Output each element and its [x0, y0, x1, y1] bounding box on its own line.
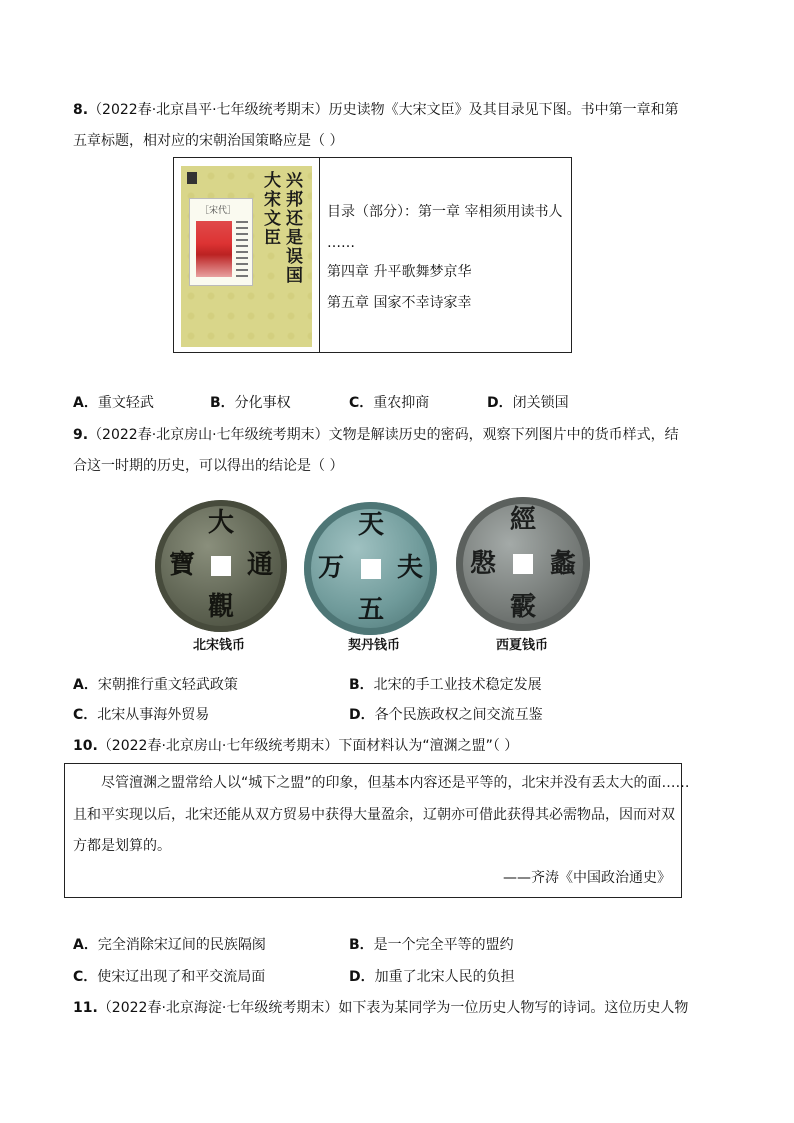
q10-number: 10. [73, 738, 98, 754]
northern-song-coin-image: 大 通 觀 寶 [155, 500, 287, 632]
q8-option-b[interactable]: B．分化事权 [210, 395, 291, 411]
q9-option-c[interactable]: C．北宋从事海外贸易 [73, 707, 210, 723]
q8-number: 8. [73, 102, 89, 118]
toc-line-4: 第五章 国家不幸诗家幸 [327, 295, 472, 311]
quote-line-3: 方都是划算的。 [73, 838, 171, 854]
q10-text: （2022春·北京房山·七年级统考期末）下面材料认为“澶渊之盟”（ ） [97, 738, 519, 754]
q11-line1 [73, 998, 688, 1018]
quote-line-2: 且和平实现以后，北宋还能从双方贸易中获得大量盈余，辽朝亦可借此获得其必需物品，因而对双 [73, 807, 675, 823]
toc-line-3: 第四章 升平歌舞梦京华 [327, 264, 472, 280]
q9-text: （2022春·北京房山·七年级统考期末）文物是解读历史的密码，观察下列图片中的货币样式，结 [88, 427, 679, 443]
northern-song-coin-caption: 北宋钱币 [193, 638, 246, 653]
q8-option-c[interactable]: C．重农抑商 [349, 395, 430, 411]
q9-line1 [73, 425, 679, 445]
khitan-coin-image: 天 夫 五 万 [304, 502, 437, 635]
q9-line2: 合这一时期的历史，可以得出的结论是（ ） [73, 458, 344, 474]
q8-line2: 五章标题，相对应的宋朝治国策略应是（ ） [73, 133, 344, 149]
q8-book-table [173, 157, 572, 353]
q9-number: 9. [73, 427, 89, 443]
q11-text: （2022春·北京海淀·七年级统考期末）如下表为某同学为一位历史人物写的诗词。这位历史人物 [97, 1000, 689, 1016]
cover-painting [196, 221, 232, 277]
q10-option-d[interactable]: D．加重了北宋人民的负担 [349, 969, 515, 985]
cover-panel [189, 198, 253, 286]
western-xia-coin-caption: 西夏钱币 [496, 638, 549, 653]
quote-line-1: 尽管澶渊之盟常给人以“城下之盟”的印象，但基本内容还是平等的，北宋并没有丢太大的面…… [101, 775, 690, 791]
q8-option-a[interactable]: A．重文轻武 [73, 395, 154, 411]
toc-line-1: 目录（部分）：第一章 宰相须用读书人 [327, 204, 563, 220]
q9-option-a[interactable]: A．宋朝推行重文轻武政策 [73, 677, 238, 693]
quote-source: ——齐涛《中国政治通史》 [503, 870, 671, 886]
q10-option-c[interactable]: C．使宋辽出现了和平交流局面 [73, 969, 266, 985]
q9-option-b[interactable]: B．北宋的手工业技术稳定发展 [349, 677, 542, 693]
q8-text: （2022春·北京昌平·七年级统考期末）历史读物《大宋文臣》及其目录见下图。书中第一章和第 [88, 102, 679, 118]
book-cover-image [181, 166, 312, 347]
q11-number: 11. [73, 1000, 98, 1016]
western-xia-coin-image: 經 蠡 霰 慇 [456, 497, 590, 631]
q10-line1 [73, 736, 518, 756]
cover-text-lines [236, 221, 248, 277]
q8-option-d[interactable]: D．闭关锁国 [487, 395, 569, 411]
q8-line1 [73, 100, 679, 120]
khitan-coin-caption: 契丹钱币 [348, 638, 401, 653]
book-title-col2: 兴邦还是误国 [286, 171, 303, 286]
q9-option-d[interactable]: D．各个民族政权之间交流互鉴 [349, 707, 543, 723]
publisher-logo-icon [187, 172, 197, 184]
q10-option-b[interactable]: B．是一个完全平等的盟约 [349, 937, 514, 953]
cover-panel-label: ［宋代］ [200, 206, 237, 216]
q10-option-a[interactable]: A．完全消除宋辽间的民族隔阂 [73, 937, 266, 953]
toc-line-2: …… [327, 235, 355, 251]
q10-quote-box [64, 763, 690, 898]
book-title-col1: 大宋文臣 [264, 171, 281, 248]
